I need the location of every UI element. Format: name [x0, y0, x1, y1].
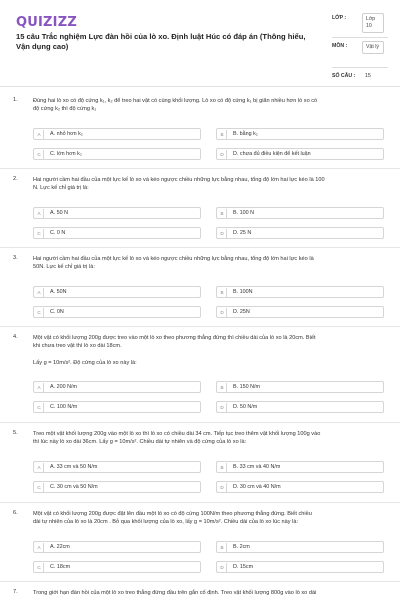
question-number: 2.	[13, 176, 18, 182]
question-number: 1.	[13, 97, 18, 103]
option-letter-badge: C	[35, 308, 44, 317]
question-text-line: Trong giới hạn đàn hồi của một lò xo treo thẳng đứng đầu trên gắn cố định. Treo vật khối lượng 800g vào lò xo dài	[33, 590, 317, 596]
option-letter-badge: D	[218, 483, 227, 492]
answer-option-c[interactable]	[33, 481, 201, 493]
option-letter-badge: C	[35, 150, 44, 159]
answer-option-b[interactable]	[216, 541, 384, 553]
option-text: B. 150 N/m	[233, 384, 260, 390]
question-text	[33, 430, 389, 447]
question-divider	[0, 247, 400, 248]
mon-label: MÔN :	[332, 43, 348, 49]
question-divider	[0, 581, 400, 582]
meta-row-socau	[332, 71, 388, 83]
mon-value: Vật lý	[362, 41, 384, 54]
answer-option-a[interactable]	[33, 461, 201, 473]
meta-row-mon	[332, 41, 388, 65]
answer-option-c[interactable]	[33, 148, 201, 160]
question-number: 4.	[13, 334, 18, 340]
meta-divider	[332, 67, 388, 68]
answer-option-c[interactable]	[33, 401, 201, 413]
option-letter-badge: D	[218, 563, 227, 572]
answer-option-b[interactable]	[216, 381, 384, 393]
option-letter-badge: D	[218, 150, 227, 159]
question-divider	[0, 326, 400, 327]
question-text-line	[33, 351, 389, 359]
meta-divider	[332, 37, 388, 38]
question-text	[33, 97, 389, 114]
question-text-line: N. Lực kế chỉ giá trị là:	[33, 185, 89, 192]
question-text-line: dài tự nhiên của lò xo là 20cm . Bỏ qua khối lượng của lò xo, lấy g = 10m/s². Chiều dài của lò xo lúc này là:	[33, 519, 299, 526]
question-divider	[0, 168, 400, 169]
answer-option-d[interactable]	[216, 401, 384, 413]
option-letter-badge: B	[218, 543, 227, 552]
option-text: B. 33 cm và 40 N/m	[233, 464, 281, 470]
meta-panel	[332, 13, 388, 83]
answer-option-a[interactable]	[33, 541, 201, 553]
answer-option-c[interactable]	[33, 561, 201, 573]
option-text: A. 50 N	[50, 210, 68, 216]
question-text	[33, 510, 389, 527]
question-divider	[0, 502, 400, 503]
option-text: B. 2cm	[233, 544, 250, 550]
question-text-line: Một vật có khối lượng 200g được treo vào một lò xo theo phương thẳng đứng thì chiều dài của lò xo là 20cm. Biết	[33, 335, 316, 341]
answer-option-b[interactable]	[216, 128, 384, 140]
question-text-line: 50N. Lực kế chỉ giá trị là:	[33, 264, 95, 271]
option-text: C. 0N	[50, 309, 64, 315]
question-divider	[0, 422, 400, 423]
option-text: D. 25 N	[233, 230, 252, 236]
option-letter-badge: B	[218, 463, 227, 472]
option-letter-badge: D	[218, 229, 227, 238]
answer-option-a[interactable]	[33, 381, 201, 393]
answer-option-b[interactable]	[216, 207, 384, 219]
option-letter-badge: C	[35, 563, 44, 572]
answer-option-d[interactable]	[216, 148, 384, 160]
option-text: D. 50 N/m	[233, 404, 258, 410]
answer-option-b[interactable]	[216, 286, 384, 298]
option-letter-badge: B	[218, 209, 227, 218]
answer-option-d[interactable]	[216, 227, 384, 239]
socau-label: SỐ CÂU :	[332, 73, 356, 79]
question-text-line: Treo một vật khối lượng 200g vào một lò xo thì lò xo có chiều dài 34 cm. Tiếp tục treo thêm vật khối lượng 100g vào	[33, 431, 321, 437]
option-text: B. bằng k₂	[233, 131, 258, 137]
option-text: D. 30 cm và 40 N/m	[233, 484, 281, 490]
question-text	[33, 255, 389, 272]
question-text-line: Đúng hai lò xo có độ cứng k₁, k₂ để treo hai vật có cùng khối lượng. Lò xo có độ cứng k₁ bị giãn nhiều hơn lò xo có	[33, 98, 318, 104]
option-letter-badge: D	[218, 308, 227, 317]
option-text: D. chưa đủ điều kiện để kết luận	[233, 151, 311, 157]
answer-option-d[interactable]	[216, 561, 384, 573]
question-number: 3.	[13, 255, 18, 261]
option-letter-badge: A	[35, 463, 44, 472]
option-letter-badge: B	[218, 383, 227, 392]
question-text-line: khi chưa treo vật thì lò xo dài 18cm.	[33, 343, 122, 350]
question-text	[33, 589, 389, 597]
option-letter-badge: C	[35, 403, 44, 412]
option-text: D. 15cm	[233, 564, 254, 570]
answer-option-a[interactable]	[33, 286, 201, 298]
question-text	[33, 176, 389, 193]
quizizz-logo: QUIZIZZ	[16, 15, 77, 30]
option-letter-badge: D	[218, 403, 227, 412]
answer-option-d[interactable]	[216, 306, 384, 318]
option-text: C. 100 N/m	[50, 404, 78, 410]
lop-value: Lớp 10	[362, 13, 384, 33]
question-text-line: độ cứng k₂ thì độ cứng k₁	[33, 106, 97, 113]
option-text: A. 200 N/m	[50, 384, 77, 390]
option-letter-badge: A	[35, 543, 44, 552]
option-letter-badge: A	[35, 383, 44, 392]
option-letter-badge: C	[35, 483, 44, 492]
answer-option-c[interactable]	[33, 306, 201, 318]
question-number: 5.	[13, 430, 18, 436]
answer-option-b[interactable]	[216, 461, 384, 473]
option-text: C. 18cm	[50, 564, 71, 570]
option-text: B. 100 N	[233, 210, 254, 216]
socau-value: 15	[365, 73, 371, 79]
question-text-line: Hai người cầm hai đầu của một lực kế lò xo và kéo ngược chiều những lực bằng nhau, tổng độ lớn hai lực kéo là	[33, 256, 314, 262]
question-text-line: Một vật có khối lượng 200g được đặt lên đầu một lò xo có độ cứng 100N/m theo phương thẳng đứng. Biết chiều	[33, 511, 312, 517]
option-text: C. 0 N	[50, 230, 66, 236]
option-text: A. 50N	[50, 289, 67, 295]
answer-option-a[interactable]	[33, 207, 201, 219]
option-letter-badge: B	[218, 130, 227, 139]
option-letter-badge: A	[35, 130, 44, 139]
option-text: A. 22cm	[50, 544, 70, 550]
question-text-line: Hai người cầm hai đầu của một lực kế lò xo và kéo ngược chiều những lực bằng nhau, tổng độ lớn hai lực kéo là 100	[33, 177, 325, 183]
question-text	[33, 334, 389, 368]
answer-option-c[interactable]	[33, 227, 201, 239]
option-text: A. nhỏ hơn k₂	[50, 131, 83, 137]
meta-row-lop	[332, 13, 388, 35]
option-letter-badge: C	[35, 229, 44, 238]
option-letter-badge: B	[218, 288, 227, 297]
option-text: A. 33 cm và 50 N/m	[50, 464, 98, 470]
option-text: D. 25N	[233, 309, 250, 315]
answer-option-a[interactable]	[33, 128, 201, 140]
question-number: 7.	[13, 589, 18, 595]
question-text-line: thì lúc này lò xo dài 36cm. Lấy g = 10m/s². Chiều dài tự nhiên và độ cứng của lò xo là:	[33, 439, 247, 446]
page-title: 15 câu Trắc nghiệm Lực đàn hồi của lò xo. Định luật Húc có đáp án (Thông hiểu, Vận dụng cao)	[16, 32, 306, 51]
lop-label: LỚP :	[332, 15, 347, 21]
header-divider	[0, 86, 400, 87]
question-number: 6.	[13, 510, 18, 516]
option-text: C. 30 cm và 50 N/m	[50, 484, 98, 490]
option-letter-badge: A	[35, 288, 44, 297]
option-text: B. 100N	[233, 289, 253, 295]
question-text-line: Lấy g = 10m/s². Độ cứng của lò xo này là:	[33, 360, 137, 367]
answer-option-d[interactable]	[216, 481, 384, 493]
option-text: C. lớn hơn k₂	[50, 151, 82, 157]
option-letter-badge: A	[35, 209, 44, 218]
